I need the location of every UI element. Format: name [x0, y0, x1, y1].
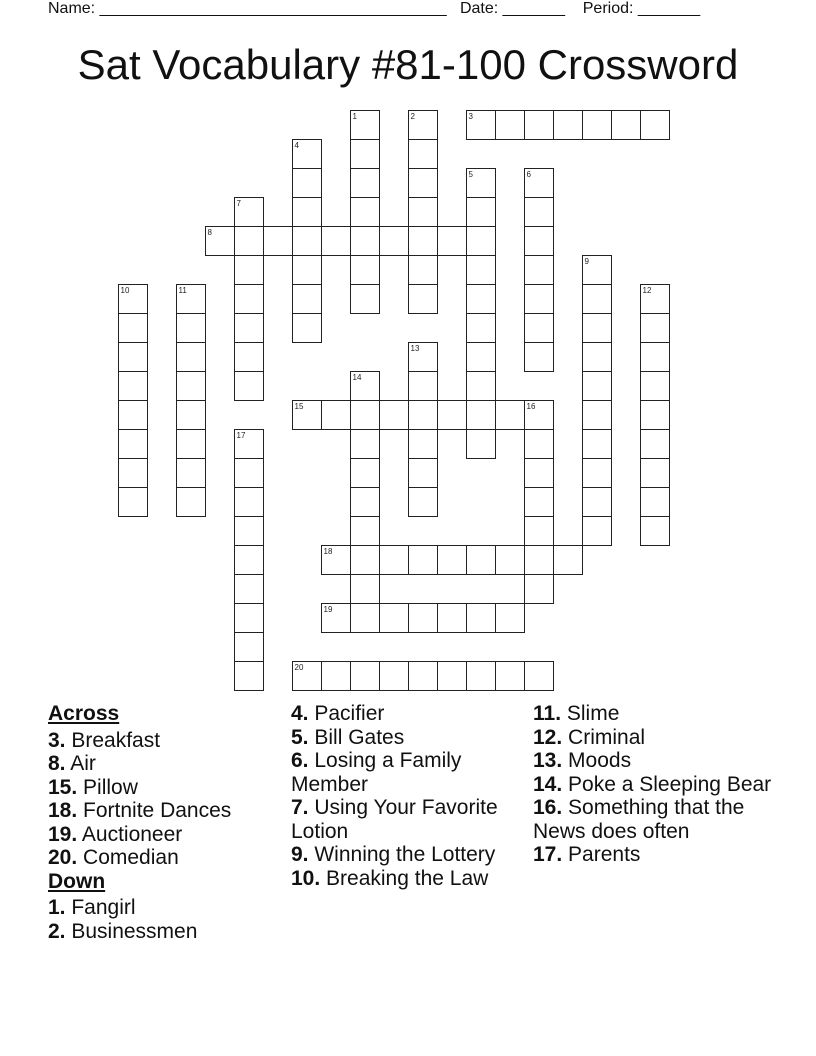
clue-item-number: 13. — [533, 749, 563, 772]
grid-cell[interactable] — [409, 401, 438, 430]
grid-cell[interactable] — [496, 401, 525, 430]
grid-cell[interactable] — [525, 198, 554, 227]
clues-column-3 — [533, 702, 773, 867]
grid-cell[interactable] — [409, 256, 438, 285]
grid-cell[interactable] — [467, 343, 496, 372]
grid-cell[interactable] — [583, 517, 612, 546]
grid-cell[interactable] — [525, 285, 554, 314]
grid-cell[interactable] — [322, 401, 351, 430]
clue-item-text: Using Your Favorite Lotion — [291, 796, 498, 843]
clue-item-text: Breakfast — [65, 728, 161, 752]
grid-cell[interactable] — [235, 459, 264, 488]
grid-cell[interactable] — [525, 343, 554, 372]
grid-cell[interactable] — [583, 372, 612, 401]
grid-cell[interactable] — [119, 372, 148, 401]
date-label: Date: — [459, 0, 499, 17]
clue-item-text: Parents — [562, 843, 641, 866]
grid-cell[interactable] — [322, 227, 351, 256]
grid-cell[interactable] — [409, 459, 438, 488]
grid-cell[interactable] — [351, 256, 380, 285]
clue-item-text: Poke a Sleeping Bear — [562, 772, 772, 796]
grid-cell[interactable] — [583, 314, 612, 343]
clue-item-number: 6. — [291, 749, 309, 772]
grid-cell[interactable] — [119, 459, 148, 488]
grid-cell[interactable] — [380, 604, 409, 633]
clue-item-number: 9. — [291, 843, 309, 866]
date-blank[interactable]: _______ — [502, 0, 565, 17]
clue-number: 11 — [178, 286, 187, 295]
grid-cell[interactable] — [293, 198, 322, 227]
grid-cell[interactable] — [380, 546, 409, 575]
clue-number: 5 — [468, 170, 473, 179]
grid-cell[interactable] — [351, 227, 380, 256]
grid-cell[interactable] — [293, 314, 322, 343]
grid-cell[interactable] — [177, 343, 206, 372]
clue-item-text: Fortnite Dances — [77, 799, 232, 822]
clue-item-text: Breaking the Law — [320, 866, 489, 890]
clue-number: 19 — [323, 605, 333, 614]
grid-cell[interactable] — [525, 459, 554, 488]
clue-item — [48, 729, 278, 753]
clue-item-number: 16. — [533, 796, 563, 819]
grid-cell[interactable] — [351, 169, 380, 198]
clue-item — [48, 920, 278, 944]
grid-cell[interactable] — [525, 227, 554, 256]
clue-item-text: Winning the Lottery — [308, 843, 496, 866]
grid-cell[interactable] — [177, 459, 206, 488]
name-blank[interactable]: _______________________________________ — [99, 0, 447, 17]
grid-cell[interactable] — [293, 256, 322, 285]
grid-cell[interactable] — [583, 285, 612, 314]
clue-number: 17 — [236, 431, 246, 440]
clue-item-text: Something that the News does often — [533, 796, 745, 843]
grid-cell[interactable] — [293, 285, 322, 314]
grid-cell[interactable] — [467, 227, 496, 256]
grid-cell[interactable] — [583, 401, 612, 430]
clue-item — [291, 749, 521, 796]
grid-cell[interactable] — [351, 575, 380, 604]
grid-cell[interactable] — [525, 430, 554, 459]
clue-item — [533, 702, 773, 726]
clue-item-number: 11. — [533, 702, 562, 725]
grid-cell[interactable] — [235, 517, 264, 546]
grid-cell[interactable] — [235, 372, 264, 401]
clues-column-2 — [291, 702, 521, 890]
grid-cell[interactable] — [467, 314, 496, 343]
clue-number: 4 — [294, 141, 299, 150]
clue-number: 12 — [642, 286, 652, 295]
grid-cell[interactable] — [119, 401, 148, 430]
grid-cell[interactable] — [496, 546, 525, 575]
grid-cell[interactable] — [119, 488, 148, 517]
clue-item-number: 15. — [48, 775, 78, 799]
grid-cell[interactable] — [438, 662, 467, 691]
clue-item-number: 19. — [48, 822, 78, 846]
clue-number: 2 — [410, 112, 415, 121]
clue-number: 14 — [352, 373, 362, 382]
grid-cell[interactable] — [409, 430, 438, 459]
clue-item-text: Air — [65, 752, 96, 775]
clue-item-number: 3. — [48, 728, 66, 752]
grid-cell[interactable] — [235, 604, 264, 633]
clue-item-text: Losing a Family Member — [291, 749, 462, 796]
clue-number: 20 — [294, 663, 304, 672]
grid-cell[interactable] — [235, 343, 264, 372]
grid-cell[interactable] — [583, 111, 612, 140]
grid-cell[interactable] — [525, 575, 554, 604]
grid-cell[interactable] — [641, 488, 670, 517]
clue-item — [533, 843, 773, 867]
clue-number: 9 — [584, 257, 589, 266]
clue-number: 8 — [207, 228, 212, 237]
grid-cell[interactable] — [641, 111, 670, 140]
grid-cell[interactable] — [293, 227, 322, 256]
grid-cell[interactable] — [496, 111, 525, 140]
grid-cell[interactable] — [177, 430, 206, 459]
grid-cell[interactable] — [438, 227, 467, 256]
grid-cell[interactable] — [409, 662, 438, 691]
grid-cell[interactable] — [235, 633, 264, 662]
grid-cell[interactable] — [177, 314, 206, 343]
grid-cell[interactable] — [177, 488, 206, 517]
clue-item — [291, 867, 521, 891]
clue-item — [291, 796, 521, 843]
grid-cell[interactable] — [496, 604, 525, 633]
clue-number: 3 — [468, 112, 473, 121]
grid-cell[interactable] — [525, 314, 554, 343]
clue-item — [48, 823, 278, 847]
grid-cell[interactable] — [438, 546, 467, 575]
grid-cell[interactable] — [467, 546, 496, 575]
period-label: Period: — [582, 0, 634, 17]
grid-cell[interactable] — [409, 227, 438, 256]
grid-cell[interactable] — [467, 430, 496, 459]
grid-cell[interactable] — [641, 430, 670, 459]
grid-cell[interactable] — [641, 517, 670, 546]
grid-cell[interactable] — [467, 401, 496, 430]
clue-item-number: 12. — [533, 725, 563, 749]
grid-cell[interactable] — [293, 169, 322, 198]
clue-item-number: 2. — [48, 919, 66, 943]
grid-cell[interactable] — [235, 662, 264, 691]
clue-item-text: Pillow — [77, 775, 138, 799]
grid-cell[interactable] — [438, 604, 467, 633]
grid-cell[interactable] — [351, 662, 380, 691]
clue-number: 13 — [410, 344, 420, 353]
grid-cell[interactable] — [235, 256, 264, 285]
grid-cell[interactable] — [351, 140, 380, 169]
clue-item — [291, 702, 521, 726]
clue-number: 7 — [236, 199, 241, 208]
down-heading: Down — [48, 869, 106, 893]
clue-number: 1 — [352, 112, 357, 121]
page-title: Sat Vocabulary #81-100 Crossword — [77, 41, 739, 88]
grid-cell[interactable] — [351, 430, 380, 459]
grid-cell[interactable] — [583, 488, 612, 517]
grid-cell[interactable] — [467, 372, 496, 401]
grid-cell[interactable] — [177, 401, 206, 430]
clues-column-1 — [48, 702, 278, 943]
clue-number: 6 — [526, 170, 531, 179]
grid-cell[interactable] — [177, 372, 206, 401]
grid-cell[interactable] — [351, 401, 380, 430]
grid-cell[interactable] — [380, 662, 409, 691]
grid-cell[interactable] — [467, 285, 496, 314]
clue-number: 18 — [323, 547, 333, 556]
clue-item-number: 5. — [291, 725, 309, 749]
grid-cell[interactable] — [235, 575, 264, 604]
clue-item-text: Fangirl — [65, 896, 136, 919]
grid-cell[interactable] — [583, 430, 612, 459]
clue-item — [533, 796, 773, 843]
grid-cell[interactable] — [351, 604, 380, 633]
grid-cell[interactable] — [351, 198, 380, 227]
grid-cell[interactable] — [322, 662, 351, 691]
grid-cell[interactable] — [496, 662, 525, 691]
grid-cell[interactable] — [409, 604, 438, 633]
across-clue-list — [48, 729, 278, 870]
clue-item — [533, 726, 773, 750]
grid-cell[interactable] — [525, 517, 554, 546]
grid-cell[interactable] — [351, 488, 380, 517]
clue-item-text: Comedian — [77, 846, 179, 869]
grid-cell[interactable] — [467, 256, 496, 285]
down-clue-list-3 — [533, 702, 773, 867]
grid-cell[interactable] — [351, 459, 380, 488]
grid-cell[interactable] — [525, 546, 554, 575]
clue-item — [48, 846, 278, 870]
clue-item-number: 4. — [291, 702, 309, 725]
clue-item-number: 8. — [48, 752, 66, 775]
clue-item — [48, 799, 278, 823]
clue-item — [291, 726, 521, 750]
clue-item-number: 1. — [48, 896, 66, 919]
grid-cell[interactable] — [641, 401, 670, 430]
clue-item-text: Pacifier — [308, 702, 385, 725]
clue-number: 16 — [526, 402, 536, 411]
across-heading: Across — [48, 702, 120, 725]
grid-cell[interactable] — [583, 459, 612, 488]
clue-item — [48, 776, 278, 800]
grid-cell[interactable] — [409, 372, 438, 401]
grid-cell[interactable] — [264, 227, 293, 256]
grid-cell[interactable] — [235, 488, 264, 517]
grid-cell[interactable] — [467, 662, 496, 691]
clue-item — [291, 843, 521, 867]
grid-cell[interactable] — [612, 111, 641, 140]
grid-cell[interactable] — [641, 314, 670, 343]
clue-item-number: 14. — [533, 772, 563, 796]
grid-cell[interactable] — [235, 227, 264, 256]
grid-cell[interactable] — [641, 372, 670, 401]
grid-cell[interactable] — [409, 546, 438, 575]
clue-item-text: Auctioneer — [77, 822, 183, 846]
grid-cell[interactable] — [641, 459, 670, 488]
grid-cell[interactable] — [119, 314, 148, 343]
grid-cell[interactable] — [119, 430, 148, 459]
grid-cell[interactable] — [467, 198, 496, 227]
grid-cell[interactable] — [119, 343, 148, 372]
grid-cell[interactable] — [235, 314, 264, 343]
clue-item — [48, 752, 278, 776]
grid-cell[interactable] — [554, 546, 583, 575]
grid-cell[interactable] — [235, 285, 264, 314]
clue-item-text: Businessmen — [65, 919, 198, 943]
grid-cell[interactable] — [380, 227, 409, 256]
name-label: Name: — [48, 0, 96, 17]
grid-cell[interactable] — [409, 488, 438, 517]
clue-item-text: Slime — [561, 702, 620, 725]
grid-cell[interactable] — [409, 285, 438, 314]
clue-item-number: 10. — [291, 866, 321, 890]
grid-cell[interactable] — [235, 546, 264, 575]
period-blank[interactable]: _______ — [637, 0, 701, 17]
clue-item-number: 20. — [48, 846, 78, 869]
grid-cell[interactable] — [641, 343, 670, 372]
grid-cell[interactable] — [351, 285, 380, 314]
grid-cell[interactable] — [351, 546, 380, 575]
clue-item-number: 7. — [291, 796, 309, 819]
clue-number: 10 — [120, 286, 130, 295]
down-clue-list — [48, 896, 278, 943]
clue-item — [48, 896, 278, 920]
grid-cell[interactable] — [409, 140, 438, 169]
grid-cell[interactable] — [525, 488, 554, 517]
grid-cell[interactable] — [525, 662, 554, 691]
clue-item — [533, 749, 773, 773]
clue-item-number: 18. — [48, 799, 78, 822]
grid-cell[interactable] — [380, 401, 409, 430]
grid-cell[interactable] — [525, 111, 554, 140]
grid-cell[interactable] — [554, 111, 583, 140]
grid-cell[interactable] — [467, 604, 496, 633]
grid-cell[interactable] — [351, 517, 380, 546]
clue-item-number: 17. — [533, 843, 563, 866]
down-clue-list-2 — [291, 702, 521, 890]
clue-item-text: Criminal — [562, 725, 646, 749]
grid-cell[interactable] — [525, 256, 554, 285]
clue-item-text: Moods — [562, 749, 632, 772]
grid-cell[interactable] — [409, 169, 438, 198]
grid-cell[interactable] — [583, 343, 612, 372]
clue-number: 15 — [294, 402, 304, 411]
clue-item — [533, 773, 773, 797]
grid-cell[interactable] — [438, 401, 467, 430]
clue-item-text: Bill Gates — [308, 725, 405, 749]
grid-cell[interactable] — [409, 198, 438, 227]
